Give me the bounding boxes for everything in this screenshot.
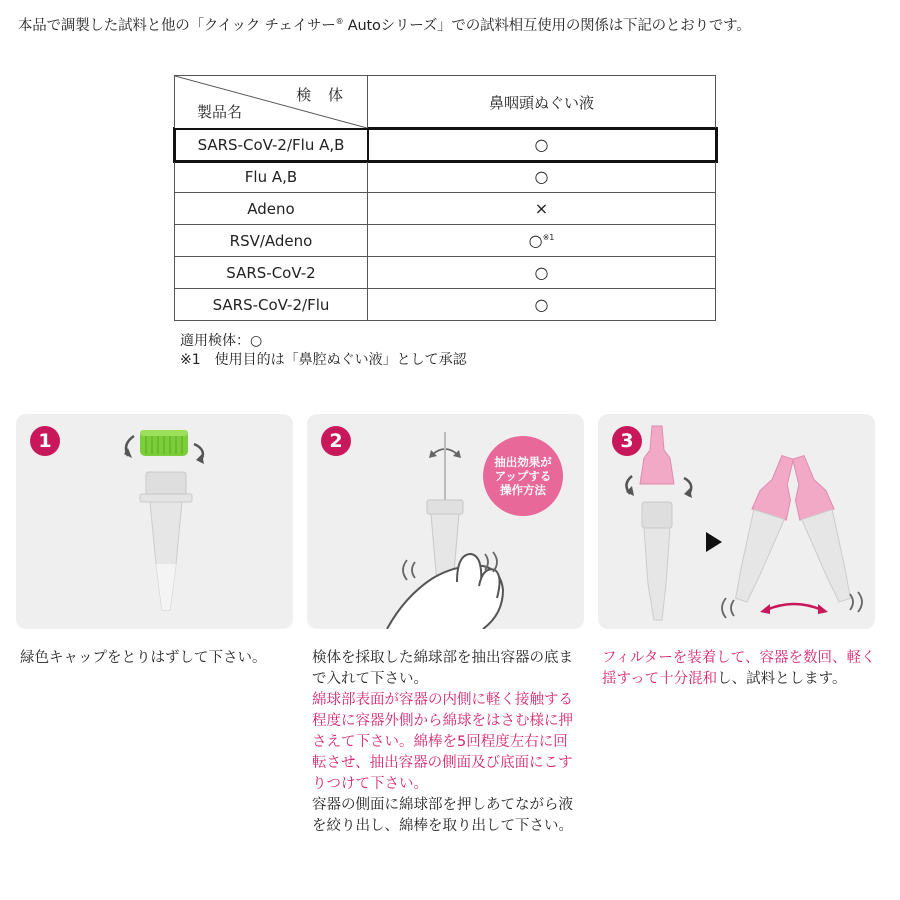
compat-mark: ○$^{※1}$ (368, 225, 716, 257)
table-row (175, 257, 716, 289)
table-row (175, 289, 716, 321)
tip-badge: 抽出効果が アップする 操作方法 (483, 436, 563, 516)
header-product: 製品名 (197, 103, 243, 121)
diagonal-header-cell (175, 76, 368, 129)
product-name: Flu A,B (175, 161, 368, 193)
step-2-caption: 検体を採取した綿球部を抽出容器の底まで入れて下さい。 綿球部表面が容器の内側に軽く接触する程度に容器外側から綿球をはさむ様に押さえて下さい。綿棒を5回程度左右に回転させ、抽出容器の側面及び底面にこすりつけて下さい。 容器の側面に綿球部を押しあてながら液を絞り出し、綿棒を取り出して下さい。 (312, 650, 573, 834)
remove-cap-illustration (16, 414, 293, 629)
step-number-badge: 3 (612, 426, 642, 456)
product-name: SARS-CoV-2/Flu (175, 289, 368, 321)
product-name: RSV/Adeno (175, 225, 368, 257)
step-3-panel (598, 414, 875, 629)
footnote: ※1 使用目的は「鼻腔ぬぐい液」として承認 (180, 352, 467, 368)
header-specimen: 検 体 (296, 86, 349, 104)
compat-mark: × (368, 193, 716, 225)
header-column-nasopharyngeal: 鼻咽頭ぬぐい液 (368, 76, 716, 129)
compatibility-table (174, 75, 716, 321)
legend-note: 適用検体：○ (180, 333, 263, 349)
compat-mark: ○ (368, 129, 716, 161)
table-row (175, 129, 716, 161)
product-name: SARS-CoV-2/Flu A,B (175, 129, 368, 161)
step-number-badge: 1 (30, 426, 60, 456)
table-row (175, 161, 716, 193)
insert-swab-illustration (307, 414, 584, 629)
table-notes (180, 332, 467, 370)
step-2-panel (307, 414, 584, 629)
step-number-badge: 2 (321, 426, 351, 456)
compat-mark: ○ (368, 289, 716, 321)
mix-sample-illustration (598, 414, 875, 629)
intro-text: 本品で調製した試料と他の「クイック チェイサー® Autoシリーズ」での試料相互使用の関係は下記のとおりです。 (18, 17, 751, 34)
product-name: Adeno (175, 193, 368, 225)
step-1-caption: 緑色キャップをとりはずして下さい。 (20, 650, 267, 666)
compat-mark: ○ (368, 257, 716, 289)
step-3-caption: フィルターを装着して、容器を数回、軽く揺すって十分混和し、試料とします。 (602, 650, 876, 687)
compat-mark: ○ (368, 161, 716, 193)
table-row (175, 193, 716, 225)
step-1-panel (16, 414, 293, 629)
table-header-row (175, 76, 716, 129)
table-row (175, 225, 716, 257)
footnote-ref: ※1 (542, 233, 555, 242)
product-name: SARS-CoV-2 (175, 257, 368, 289)
